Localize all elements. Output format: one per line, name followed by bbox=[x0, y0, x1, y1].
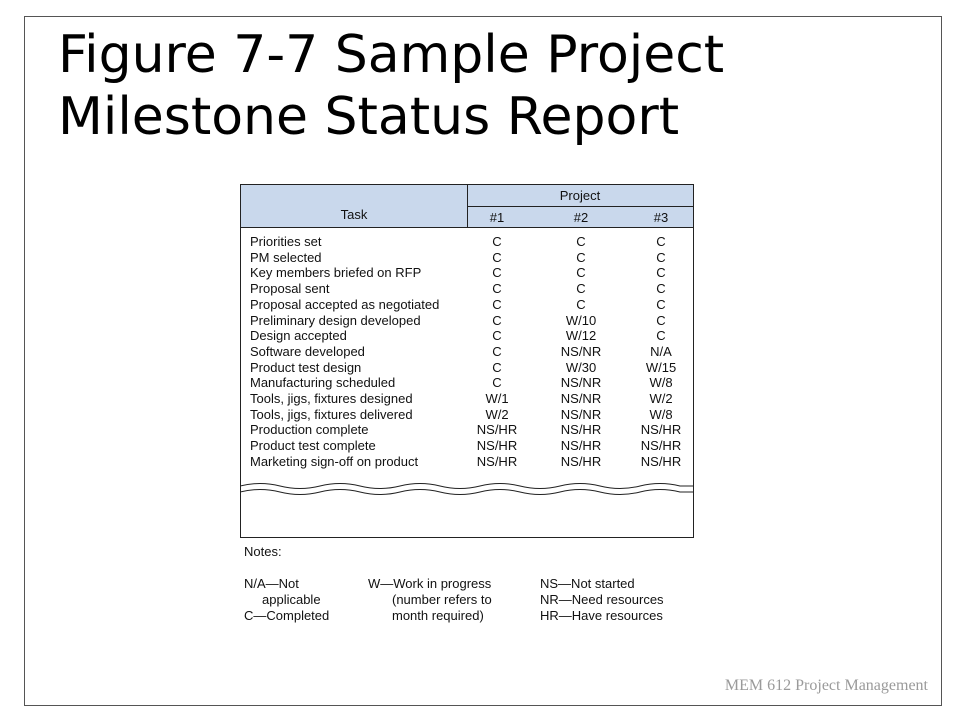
project-2-status-cell: W/30 bbox=[565, 359, 597, 375]
table-body bbox=[240, 228, 694, 490]
project-1-status-cell: C bbox=[492, 296, 502, 312]
project-1-status-cell: NS/HR bbox=[476, 453, 518, 469]
project-3-status-cell: N/A bbox=[650, 343, 672, 359]
task-name-cell: Tools, jigs, fixtures delivered bbox=[250, 406, 413, 422]
project-2-status-cell: NS/HR bbox=[560, 422, 602, 438]
slide-title-line-2: Milestone Status Report bbox=[58, 87, 680, 147]
table-row bbox=[241, 438, 695, 454]
project-1-status-cell: C bbox=[492, 312, 502, 328]
project-3-status-cell: C bbox=[656, 249, 666, 265]
task-name-cell: Production complete bbox=[250, 422, 369, 438]
project-2-status-cell: W/12 bbox=[565, 328, 597, 344]
project-3-status-cell: C bbox=[656, 234, 666, 249]
project-3-status-cell: W/2 bbox=[649, 391, 673, 406]
header-col-3: #3 bbox=[653, 210, 669, 225]
project-1-status-cell: C bbox=[492, 234, 502, 249]
table-row bbox=[241, 328, 695, 344]
task-name-cell: Design accepted bbox=[250, 328, 347, 344]
project-2-status-cell: C bbox=[576, 249, 586, 265]
project-2-status-cell: C bbox=[576, 296, 586, 312]
project-1-status-cell: C bbox=[492, 265, 502, 281]
header-horizontal-divider bbox=[467, 206, 693, 207]
project-1-status-cell: W/1 bbox=[485, 391, 509, 406]
project-2-status-cell: C bbox=[576, 281, 586, 297]
task-name-cell: Manufacturing scheduled bbox=[250, 375, 396, 391]
project-3-status-cell: W/8 bbox=[649, 375, 673, 391]
project-2-status-cell: C bbox=[576, 234, 586, 249]
task-name-cell: Preliminary design developed bbox=[250, 312, 421, 328]
milestone-status-figure bbox=[240, 184, 695, 624]
project-2-status-cell: NS/NR bbox=[560, 375, 602, 391]
note-ns-line: NS—Not started bbox=[540, 576, 635, 591]
project-1-status-cell: C bbox=[492, 375, 502, 391]
table-row bbox=[241, 313, 695, 329]
table-row bbox=[241, 360, 695, 376]
project-3-status-cell: C bbox=[656, 312, 666, 328]
table-row bbox=[241, 344, 695, 360]
project-2-status-cell: NS/NR bbox=[560, 343, 602, 359]
table-row bbox=[241, 391, 695, 407]
header-project-label: Project bbox=[559, 188, 601, 203]
header-task-label: Task bbox=[340, 207, 368, 222]
note-na-line-2: applicable bbox=[262, 592, 321, 607]
task-name-cell: Proposal sent bbox=[250, 281, 330, 297]
slide-footer: MEM 612 Project Management bbox=[724, 677, 928, 694]
notes-title: Notes: bbox=[244, 544, 282, 559]
note-nr-line: NR—Need resources bbox=[540, 592, 664, 607]
project-3-status-cell: C bbox=[656, 296, 666, 312]
task-name-cell: Product test complete bbox=[250, 438, 376, 454]
task-name-cell: Priorities set bbox=[250, 234, 322, 249]
project-3-status-cell: C bbox=[656, 281, 666, 297]
task-name-cell: Marketing sign-off on product bbox=[250, 453, 419, 469]
project-1-status-cell: C bbox=[492, 249, 502, 265]
project-3-status-cell: W/15 bbox=[645, 359, 677, 375]
project-3-status-cell: W/8 bbox=[649, 406, 673, 422]
project-2-status-cell: C bbox=[576, 265, 586, 281]
project-2-status-cell: NS/HR bbox=[560, 438, 602, 454]
task-name-cell: Key members briefed on RFP bbox=[250, 265, 422, 281]
project-1-status-cell: W/2 bbox=[485, 406, 509, 422]
task-name-cell: Product test design bbox=[250, 359, 362, 375]
table-row bbox=[241, 375, 695, 391]
project-1-status-cell: C bbox=[492, 281, 502, 297]
project-1-status-cell: C bbox=[492, 328, 502, 344]
project-2-status-cell: NS/NR bbox=[560, 391, 602, 406]
table-row bbox=[241, 454, 695, 470]
table-row bbox=[241, 297, 695, 313]
slide-title-line-1: Figure 7-7 Sample Project bbox=[58, 25, 725, 85]
header-col-1: #1 bbox=[489, 210, 505, 225]
note-na-line-1: N/A—Not bbox=[244, 576, 299, 591]
task-name-cell: Tools, jigs, fixtures designed bbox=[250, 391, 413, 406]
project-1-status-cell: NS/HR bbox=[476, 438, 518, 454]
table-row bbox=[241, 250, 695, 266]
table-row bbox=[241, 422, 695, 438]
note-w-line-1: W—Work in progress bbox=[368, 576, 492, 591]
blank-table-section bbox=[240, 494, 694, 538]
task-name-cell: Proposal accepted as negotiated bbox=[250, 296, 440, 312]
task-name-cell: Software developed bbox=[250, 343, 365, 359]
project-2-status-cell: W/10 bbox=[565, 312, 597, 328]
project-3-status-cell: C bbox=[656, 265, 666, 281]
table-row bbox=[241, 407, 695, 423]
table-row bbox=[241, 265, 695, 281]
note-hr-line: HR—Have resources bbox=[540, 608, 663, 623]
table-row bbox=[241, 281, 695, 297]
note-w-line-2: (number refers to bbox=[392, 592, 492, 607]
header-col-2: #2 bbox=[573, 210, 589, 225]
project-1-status-cell: C bbox=[492, 359, 502, 375]
project-1-status-cell: C bbox=[492, 343, 502, 359]
project-2-status-cell: NS/NR bbox=[560, 406, 602, 422]
project-2-status-cell: NS/HR bbox=[560, 453, 602, 469]
note-w-line-3: month required) bbox=[392, 608, 484, 623]
note-c-line: C—Completed bbox=[244, 608, 330, 623]
project-1-status-cell: NS/HR bbox=[476, 422, 518, 438]
project-3-status-cell: NS/HR bbox=[640, 453, 682, 469]
slide-title bbox=[58, 24, 918, 148]
table-header bbox=[240, 184, 694, 228]
project-3-status-cell: C bbox=[656, 328, 666, 344]
project-3-status-cell: NS/HR bbox=[640, 438, 682, 454]
task-name-cell: PM selected bbox=[250, 249, 322, 265]
project-3-status-cell: NS/HR bbox=[640, 422, 682, 438]
table-row bbox=[241, 234, 695, 250]
